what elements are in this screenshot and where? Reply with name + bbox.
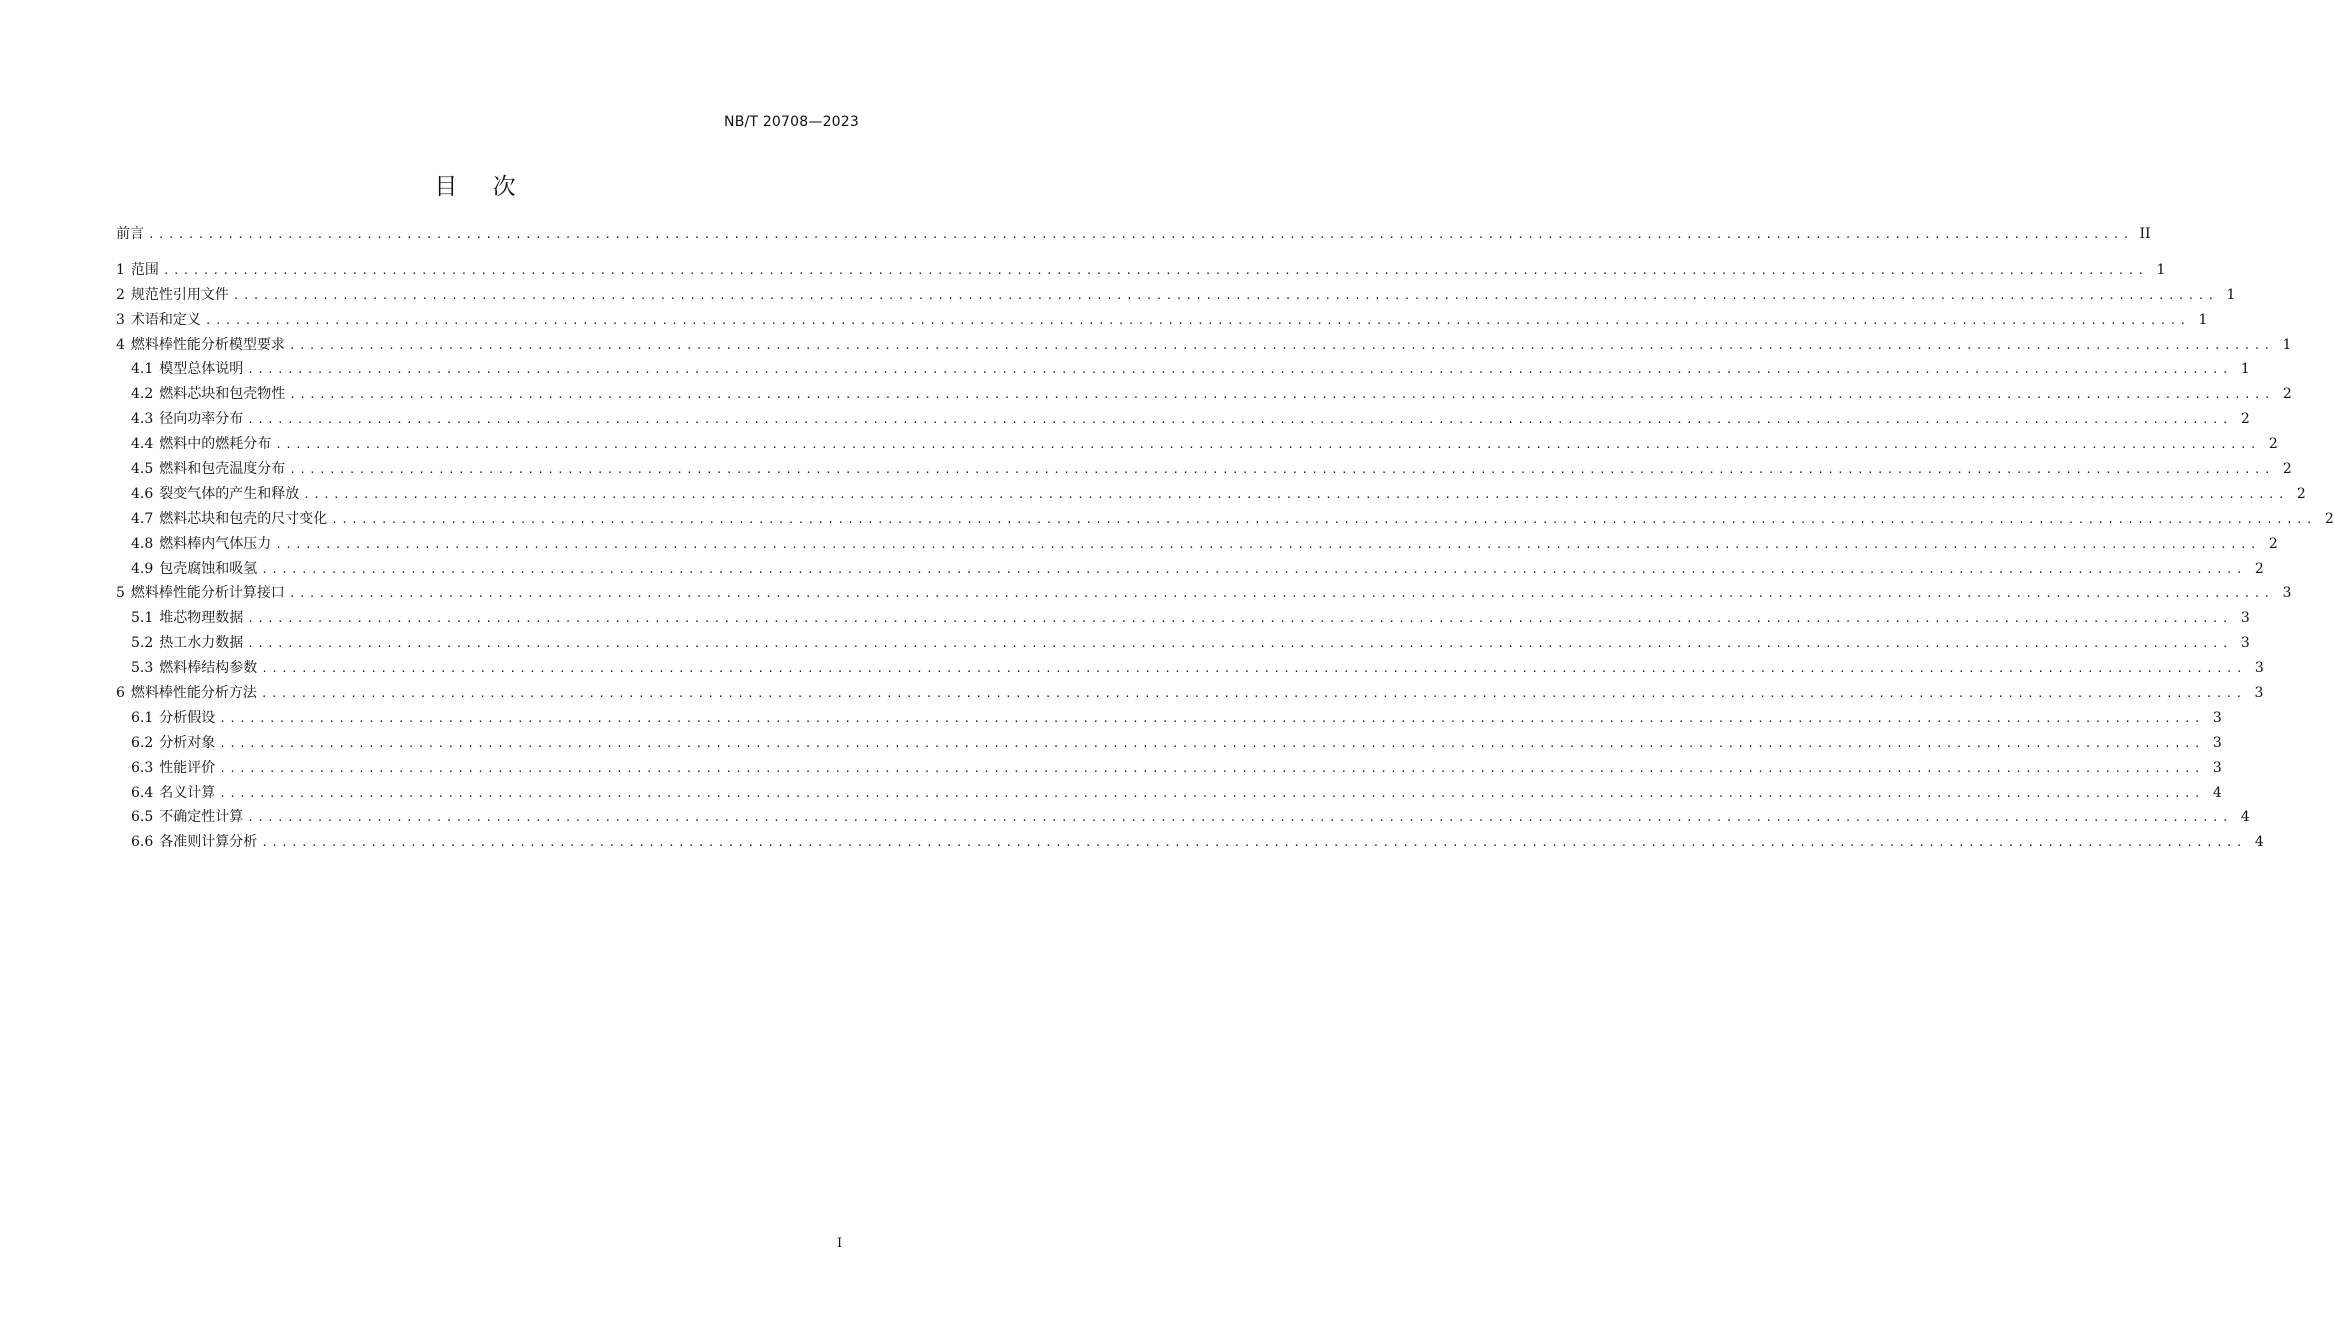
- toc-leader-dots: ........................................................................................................................................................................................................: [247, 413, 2232, 427]
- toc-leader-dots: ........................................................................................................................................................................................................: [261, 562, 2246, 576]
- toc-leader-dots: ........................................................................................................................................................................................................: [247, 811, 2232, 825]
- toc-leader-dots: ........................................................................................................................................................................................................: [247, 612, 2232, 626]
- toc-entry[interactable]: [116, 781, 2222, 806]
- toc-leader-dots: ........................................................................................................................................................................................................: [232, 288, 2218, 302]
- toc-entry-number: 5.3: [131, 660, 154, 677]
- toc-entry-number: 6.2: [131, 734, 154, 751]
- toc-entry-page: 3: [2212, 734, 2222, 751]
- toc-entry[interactable]: [116, 532, 2278, 557]
- toc-leader-dots: ........................................................................................................................................................................................................: [303, 487, 2288, 501]
- document-code: NB/T 20708—2023: [724, 114, 859, 130]
- toc-entry-number: 1: [116, 261, 125, 278]
- toc-entry-number: 4.8: [131, 535, 154, 552]
- toc-leader-dots: ........................................................................................................................................................................................................: [331, 512, 2316, 526]
- toc-entry[interactable]: [116, 681, 2264, 706]
- toc-entry-label: 不确定性计算: [159, 809, 244, 826]
- toc-entry-label: 燃料和包壳温度分布: [159, 461, 286, 478]
- toc-entry-label: 燃料中的燃耗分布: [159, 436, 272, 453]
- toc-entry-page: 4: [2254, 834, 2264, 851]
- toc-entry-number: 6.6: [131, 834, 154, 851]
- toc-entry[interactable]: [116, 432, 2278, 457]
- toc-entry[interactable]: [116, 706, 2222, 731]
- toc-entry-label: 燃料芯块和包壳的尺寸变化: [159, 510, 328, 527]
- toc-entry-number: 4.5: [131, 461, 154, 478]
- toc-entry-page: 1: [2226, 286, 2236, 303]
- toc-entry[interactable]: [116, 830, 2264, 855]
- toc-leader-dots: ........................................................................................................................................................................................................: [275, 537, 2260, 551]
- toc-entry-page: 3: [2254, 660, 2264, 677]
- toc-leader-dots: ........................................................................................................................................................................................................: [275, 438, 2260, 452]
- toc-entry-page: 2: [2282, 461, 2292, 478]
- toc-entry-page: 3: [2212, 759, 2222, 776]
- toc-entry-page: 2: [2254, 560, 2264, 577]
- toc-entry[interactable]: [116, 656, 2264, 681]
- toc-entry-label: 模型总体说明: [159, 361, 244, 378]
- toc-leader-dots: ........................................................................................................................................................................................................: [219, 761, 2204, 775]
- toc-entry-page: 3: [2240, 610, 2250, 627]
- toc-entry[interactable]: [116, 382, 2292, 407]
- toc-entry-number: 2: [116, 286, 125, 303]
- toc-leader-dots: ........................................................................................................................................................................................................: [261, 662, 2246, 676]
- toc-entry-page: 2: [2282, 386, 2292, 403]
- toc-leader-dots: ........................................................................................................................................................................................................: [219, 736, 2204, 750]
- toc-entry[interactable]: [116, 631, 2250, 656]
- toc-entry-page: 1: [2156, 261, 2166, 278]
- toc-entry-page: 2: [2268, 535, 2278, 552]
- toc-entry-label: 燃料棒结构参数: [159, 660, 258, 677]
- toc-entry-page: 2: [2268, 436, 2278, 453]
- toc-entry[interactable]: [116, 283, 2236, 308]
- toc-entry-page: 1: [2240, 361, 2250, 378]
- toc-entry-number: 4.1: [131, 361, 154, 378]
- toc-entry-number: 6.1: [131, 709, 154, 726]
- toc-entry-number: 5.2: [131, 635, 154, 652]
- toc-entry-number: 5: [116, 585, 125, 602]
- toc-entry-page: 1: [2198, 311, 2208, 328]
- toc-leader-dots: ........................................................................................................................................................................................................: [288, 338, 2274, 352]
- toc-leader-dots: ........................................................................................................................................................................................................: [148, 228, 2133, 241]
- toc-leader-dots: ........................................................................................................................................................................................................: [288, 587, 2274, 601]
- toc-entry-number: 5.1: [131, 610, 154, 627]
- toc-entry-label: 径向功率分布: [159, 411, 244, 428]
- toc-entry-number: 4.3: [131, 411, 154, 428]
- toc-leader-dots: ........................................................................................................................................................................................................: [247, 363, 2232, 377]
- toc-entry[interactable]: [116, 258, 2166, 283]
- toc-leader-dots: ........................................................................................................................................................................................................: [289, 463, 2274, 477]
- toc-entry-label: 热工水力数据: [159, 635, 244, 652]
- toc-entry-page: 2: [2324, 510, 2334, 527]
- toc-entry-label: 包壳腐蚀和吸氢: [159, 560, 258, 577]
- toc-entry-page: 4: [2240, 809, 2250, 826]
- toc-entry-label: 堆芯物理数据: [159, 610, 244, 627]
- toc-entry-number: 6.3: [131, 759, 154, 776]
- toc-entry-label: 前言: [116, 226, 144, 242]
- toc-entry-label: 分析对象: [159, 734, 216, 751]
- toc-entry-label: 名义计算: [159, 784, 216, 801]
- toc-entry-label: 燃料棒性能分析方法: [130, 685, 257, 702]
- toc-entry[interactable]: [116, 407, 2250, 432]
- toc-entry-page: 3: [2282, 585, 2292, 602]
- toc-entry-number: 4.2: [131, 386, 154, 403]
- toc-leader-dots: ........................................................................................................................................................................................................: [162, 263, 2148, 277]
- toc-entry-page: 2: [2240, 411, 2250, 428]
- toc-entry-number: 4.6: [131, 485, 154, 502]
- toc-entry-page: 3: [2212, 709, 2222, 726]
- toc-entry-label: 各准则计算分析: [159, 834, 258, 851]
- toc-entry[interactable]: [116, 507, 2334, 532]
- toc-entry-label: 范围: [130, 261, 159, 278]
- toc-entry-label: 燃料芯块和包壳物性: [159, 386, 286, 403]
- toc-entry[interactable]: [116, 357, 2250, 382]
- toc-entry[interactable]: [116, 557, 2264, 582]
- toc-entry-page: 1: [2282, 336, 2292, 353]
- toc-leader-dots: ........................................................................................................................................................................................................: [219, 711, 2204, 725]
- toc-leader-dots: ........................................................................................................................................................................................................: [260, 687, 2246, 701]
- toc-leader-dots: ........................................................................................................................................................................................................: [204, 313, 2190, 327]
- toc-entry-number: 6.4: [131, 784, 154, 801]
- toc-entry-number: 4: [116, 336, 125, 353]
- toc-leader-dots: ........................................................................................................................................................................................................: [247, 637, 2232, 651]
- toc-entry-label: 燃料棒性能分析模型要求: [130, 336, 285, 353]
- page-number: I: [837, 1236, 843, 1251]
- toc-entry[interactable]: [116, 805, 2250, 830]
- toc-entry[interactable]: [116, 581, 2292, 606]
- toc-title: 目 次: [434, 174, 530, 200]
- toc-entry-label: 术语和定义: [130, 311, 201, 328]
- toc-entry-number: 3: [116, 311, 125, 328]
- toc-entry[interactable]: [116, 731, 2222, 756]
- toc-entry-label: 分析假设: [159, 709, 216, 726]
- toc-entry-number: 4.4: [131, 436, 154, 453]
- toc-entry[interactable]: [116, 606, 2250, 631]
- toc-entry[interactable]: [116, 333, 2292, 358]
- toc-entry-label: 燃料棒性能分析计算接口: [130, 585, 285, 602]
- toc-leader-dots: ........................................................................................................................................................................................................: [289, 388, 2274, 402]
- toc-entry[interactable]: [116, 482, 2306, 507]
- toc-entry-page: 4: [2212, 784, 2222, 801]
- toc-entry[interactable]: [116, 222, 2151, 247]
- toc-entry-page: 3: [2254, 685, 2264, 702]
- toc-entry-label: 规范性引用文件: [130, 286, 229, 303]
- toc-entry-label: 性能评价: [159, 759, 216, 776]
- toc-entry-number: 4.7: [131, 510, 154, 527]
- toc-leader-dots: ........................................................................................................................................................................................................: [261, 836, 2246, 850]
- toc-entry-number: 6: [116, 685, 125, 702]
- table-of-contents: [116, 222, 2334, 855]
- toc-entry[interactable]: [116, 308, 2208, 333]
- toc-entry-label: 裂变气体的产生和释放: [159, 485, 300, 502]
- toc-entry-number: 4.9: [131, 560, 154, 577]
- toc-entry-page: 3: [2240, 635, 2250, 652]
- toc-entry-number: 6.5: [131, 809, 154, 826]
- toc-entry[interactable]: [116, 457, 2292, 482]
- toc-entry-page: 2: [2296, 485, 2306, 502]
- toc-entry-page: II: [2139, 226, 2151, 242]
- toc-leader-dots: ........................................................................................................................................................................................................: [219, 786, 2204, 800]
- toc-entry[interactable]: [116, 756, 2222, 781]
- toc-entry-label: 燃料棒内气体压力: [159, 535, 272, 552]
